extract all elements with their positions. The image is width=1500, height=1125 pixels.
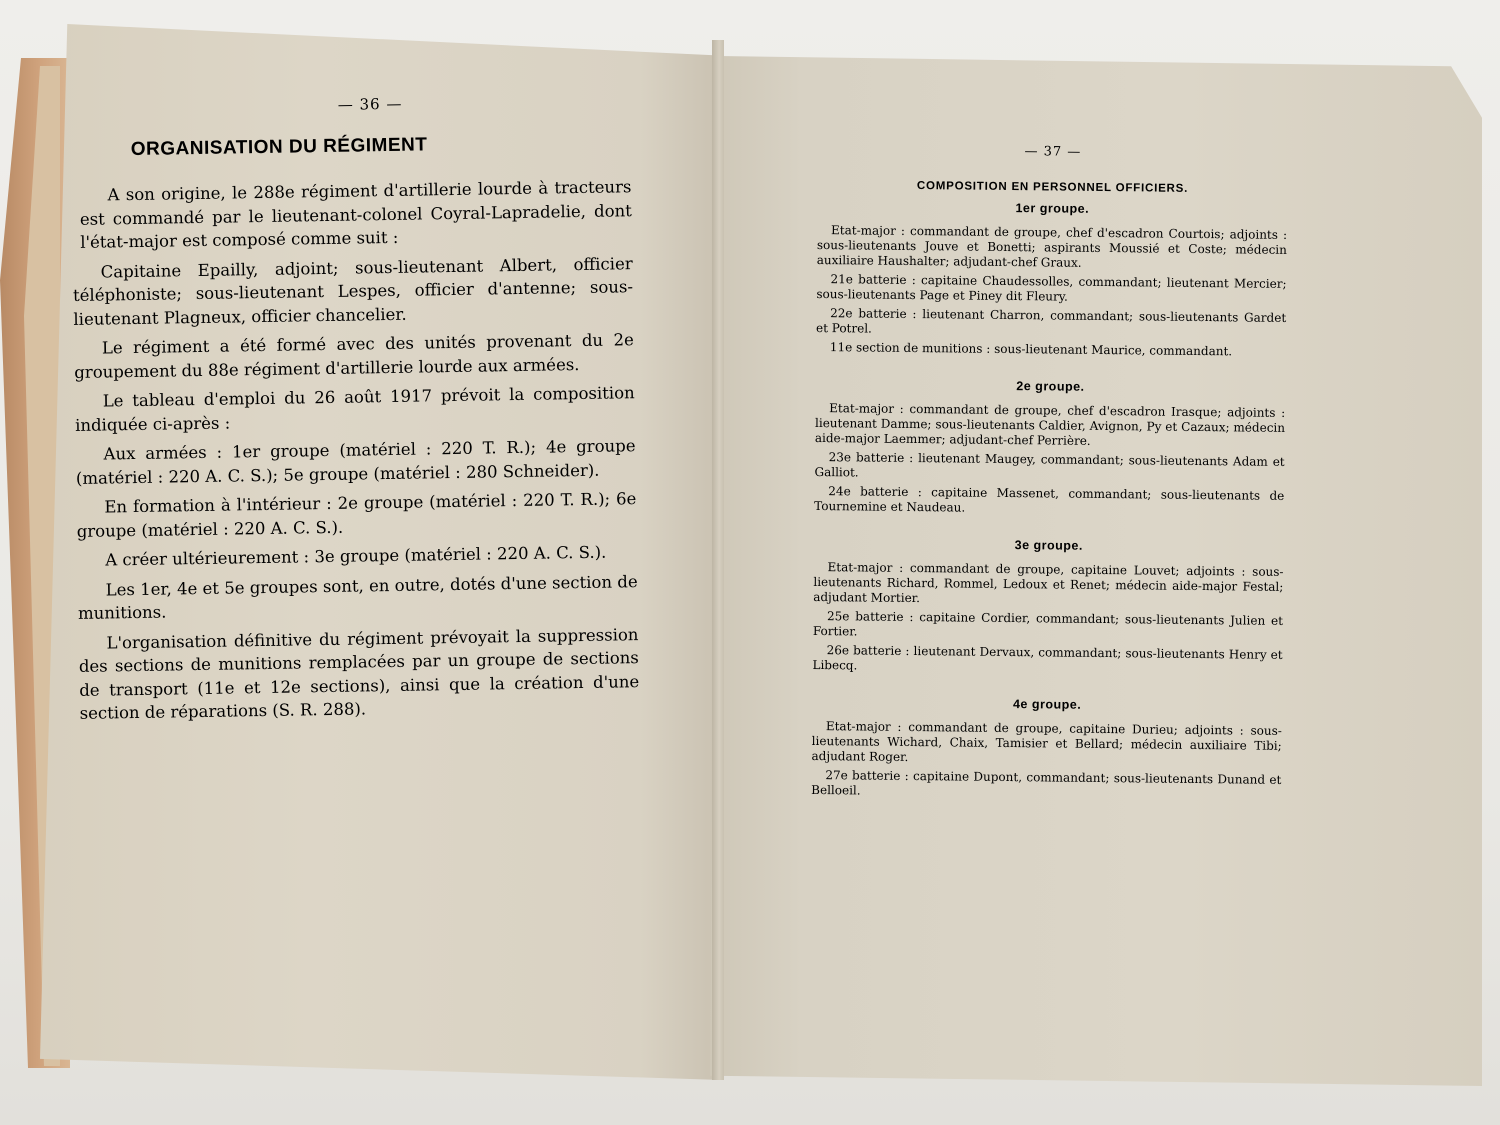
group-entry: 24e batterie : capitaine Massenet, commandant; sous-lieutenants de Tournemine et Naudeau. (814, 484, 1285, 515)
group-entry: Etat-major : commandant de groupe, capitaine Louvet; adjoints : sous-lieutenants Richard, Rommel, Ledoux et Renet; médecin aide-major Festal; adjudant Mortier. (813, 560, 1284, 606)
paragraph-tableau: Le tableau d'emploi du 26 août 1917 prévoit la composition indiquée ci-après : (74, 383, 635, 435)
paragraph-formation: Le régiment a été formé avec des unités provenant du 2e groupement du 88e régiment d'artillerie lourde aux armées. (74, 330, 634, 382)
left-page-content (70, 91, 640, 731)
group-entry: 11e section de munitions : sous-lieutenant Maurice, commandant. (829, 340, 1233, 359)
booklet-spine (712, 40, 724, 1080)
group-entry: 25e batterie : capitaine Cordier, commandant; sous-lieutenants Julien et Fortier. (812, 609, 1284, 639)
group-section-3 (812, 536, 1283, 678)
group-entry: 22e batterie : lieutenant Charron, commandant; sous-lieutenants Gardet et Potrel. (815, 306, 1287, 336)
group-entry: Etat-major : commandant de groupe, chef d'escadron Courtois; adjoints : sous-lieutenants Jouve et Bonetti; aspirants Moussié et Coste; médecin auxiliaire Haushalter; adjudant-chef Graux. (816, 223, 1288, 270)
group-section-4 (811, 695, 1282, 803)
paragraph-interieur: En formation à l'intérieur : 2e groupe (matériel : 220 T. R.); 6e groupe (matériel : 220 A. C. S.). (76, 489, 637, 541)
group-heading: 2e groupe. (1016, 379, 1085, 394)
group-entry: Etat-major : commandant de groupe, chef d'escadron Irasque; adjoints : lieutenant Damme; sous-lieutenants Caldier, Avignon, Py et Cazaux; médecin aide-major Laemmer; adjudant-chef Perrière. (814, 401, 1286, 448)
group-heading: 1er groupe. (1015, 201, 1090, 216)
left-page-title: ORGANISATION DU RÉGIMENT (130, 134, 428, 161)
group-entry: 21e batterie : capitaine Chaudessolles, commandant; lieutenant Mercier; sous-lieutenants Page et Piney dit Fleury. (816, 272, 1287, 304)
group-entry: 27e batterie : capitaine Dupont, commandant; sous-lieutenants Dunand et Belloeil. (811, 768, 1282, 798)
group-entry: 26e batterie : lieutenant Dervaux, commandant; sous-lieutenants Henry et Libecq. (812, 643, 1283, 673)
left-page-number: — 36 — (337, 94, 403, 114)
group-section-1 (816, 199, 1288, 360)
group-heading: 3e groupe. (1014, 538, 1083, 553)
paragraph-a-creer: A créer ultérieurement : 3e groupe (matériel : 220 A. C. S.). (105, 542, 607, 570)
paragraph-munitions: Les 1er, 4e et 5e groupes sont, en outre, dotés d'une section de munitions. (77, 571, 638, 623)
paragraph-organisation-definitive: L'organisation définitive du régiment prévoyait la suppression des sections de munitions remplacées par un groupe de sections de transport (11e et 12e sections), ainsi que la création d'une section de réparations (S. R. 288). (78, 624, 640, 723)
group-heading: 4e groupe. (1012, 697, 1082, 712)
group-entry: Etat-major : commandant de groupe, capitaine Durieu; adjoints : sous-lieutenants Wichard, Chaix, Tamisier et Bellard; médecin auxiliaire Tibi; adjudant Roger. (811, 719, 1282, 764)
group-entry: 23e batterie : lieutenant Maugey, commandant; sous-lieutenants Adam et Galliot. (814, 450, 1285, 480)
paragraph-staff: Capitaine Epailly, adjoint; sous-lieutenant Albert, officier téléphoniste; sous-lieutenant Lespes, officier d'antenne; sous-lieutenant Plagneux, officier chancelier. (72, 253, 634, 329)
right-page-content (811, 142, 1288, 825)
paragraph-aux-armees: Aux armées : 1er groupe (matériel : 220 T. R.); 4e groupe (matériel : 220 A. C. S.); 5e groupe (matériel : 280 Schneider). (75, 436, 636, 488)
right-page-number: — 37 — (1024, 144, 1082, 160)
right-page-title: COMPOSITION EN PERSONNEL OFFICIERS. (916, 180, 1189, 195)
group-section-2 (814, 377, 1285, 519)
paragraph-origin: A son origine, le 288e régiment d'artillerie lourde à tracteurs est commandé par le lieutenant-colonel Coyral-Lapradelie, dont l'état-major est composé comme suit : (79, 177, 632, 252)
